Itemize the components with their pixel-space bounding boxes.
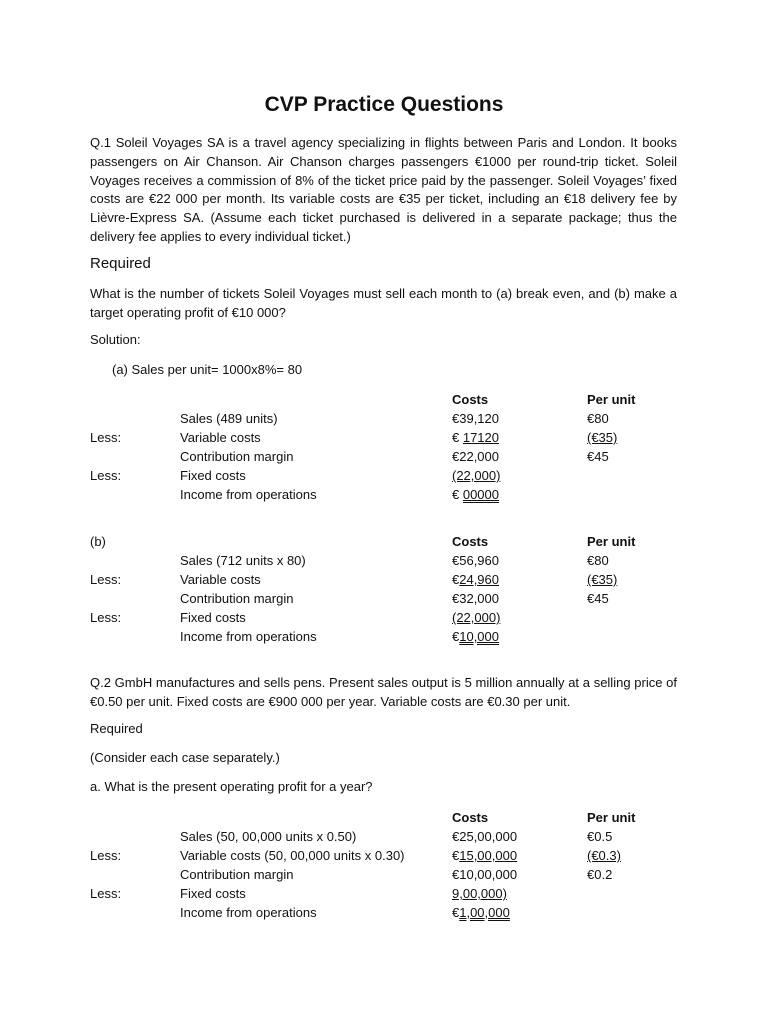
row-prefix: Less: [90,886,122,901]
costs-column-header: Costs [452,810,489,825]
row-description: Variable costs [180,572,261,587]
row-cost [452,865,517,884]
table-row [0,409,768,428]
row-description: Sales (489 units) [180,411,278,426]
q2-question-a: a. What is the present operating profit for a year? [90,779,373,794]
costs-column-header: Costs [452,534,489,549]
per-unit-column-header: Per unit [587,534,636,549]
table-row [0,551,768,570]
currency-prefix: € [452,905,460,920]
q1-required-heading: Required [90,255,151,272]
q1-paragraph: Q.1 Soleil Voyages SA is a travel agency specializing in flights between Paris and London. It books passengers on Air Chanson. Air Chanson charges passengers €1000 per round-trip ticket. Soleil Voyages receives a commission of 8% of the ticket price paid by the passenger. Soleil Voyages’ fixed costs are €22 000 per month. Its variable costs are €35 per ticket, including an €18 delivery fee by Lièvre-Express SA. (Assume each ticket purchased is delivered in a separate package; thus the delivery fee applies to every individual ticket.) [90,135,677,244]
row-per-unit: €80 [587,411,609,426]
table-row [0,865,768,884]
row-cost [452,409,499,428]
table-a-header [0,390,768,409]
row-prefix: Less: [90,468,122,483]
row-description: Variable costs [180,430,261,445]
table-row [0,570,768,589]
per-unit-column-header: Per unit [587,392,636,407]
row-prefix: Less: [90,430,122,445]
cost-value: 1,00,000 [459,905,510,920]
row-cost [452,551,499,570]
row-prefix: Less: [90,572,122,587]
cost-value: (22,000) [452,610,501,625]
row-per-unit: €0.5 [587,829,613,844]
table-row [0,485,768,504]
row-cost [452,485,499,504]
cost-value: 15,00,000 [459,848,518,863]
cost-value: 9,00,000) [452,886,507,901]
row-description: Fixed costs [180,886,246,901]
row-description: Contribution margin [180,867,294,882]
cost-value: 10,000 [459,629,499,644]
row-per-unit: €45 [587,449,609,464]
row-description: Contribution margin [180,449,294,464]
cost-value: 00000 [462,487,499,502]
row-cost [452,846,517,865]
row-cost [452,428,499,447]
sales-per-unit-line: (a) Sales per unit= 1000x8%= 80 [112,362,303,377]
row-cost [452,627,499,646]
table-row [0,627,768,646]
page-title: CVP Practice Questions [264,93,504,116]
cost-value: (22,000) [452,468,501,483]
row-cost [452,903,510,922]
row-per-unit: (€35) [587,430,618,445]
row-per-unit: (€0.3) [587,848,621,863]
currency-prefix: € [452,572,460,587]
row-cost [452,447,499,466]
table-row [0,846,768,865]
row-cost [452,466,500,485]
currency-prefix: € [452,848,460,863]
row-description: Fixed costs [180,468,246,483]
row-description: Income from operations [180,905,317,920]
q2-paragraph: Q.2 GmbH manufactures and sells pens. Present sales output is 5 million annually at a selling price of €0.50 per unit. Fixed costs are €900 000 per year. Variable costs are €0.30 per unit. [90,675,677,709]
row-description: Sales (50, 00,000 units x 0.50) [180,829,357,844]
cost-value: €10,00,000 [452,867,518,882]
row-cost [452,827,517,846]
row-cost [452,884,507,903]
table-row [0,903,768,922]
table-row [0,428,768,447]
currency-prefix: € [452,430,463,445]
table-row [0,466,768,485]
table-q2-header [0,808,768,827]
q1-question: What is the number of tickets Soleil Voyages must sell each month to (a) break even, and (b) make a target operating profit of €10 000? [90,286,677,320]
row-cost [452,589,499,608]
row-description: Fixed costs [180,610,246,625]
row-cost [452,570,499,589]
cost-value: €25,00,000 [452,829,518,844]
cost-value: €22,000 [452,449,499,464]
cost-value: 17120 [462,430,499,445]
table-row [0,884,768,903]
table-b-header [0,532,768,551]
table-row [0,827,768,846]
row-description: Contribution margin [180,591,294,606]
cost-value: 24,960 [459,572,499,587]
costs-column-header: Costs [452,392,489,407]
cost-value: €39,120 [452,411,499,426]
row-description: Variable costs (50, 00,000 units x 0.30) [180,848,405,863]
table-row [0,447,768,466]
currency-prefix: € [452,487,463,502]
row-description: Income from operations [180,487,317,502]
currency-prefix: € [452,629,460,644]
table-row [0,589,768,608]
row-cost [452,608,500,627]
row-per-unit: €0.2 [587,867,613,882]
cost-value: €56,960 [452,553,499,568]
row-description: Income from operations [180,629,317,644]
part-b-label: (b) [90,534,106,549]
row-per-unit: €45 [587,591,609,606]
q2-note: (Consider each case separately.) [90,750,280,765]
table-row [0,608,768,627]
row-prefix: Less: [90,848,122,863]
row-prefix: Less: [90,610,122,625]
row-description: Sales (712 units x 80) [180,553,306,568]
per-unit-column-header: Per unit [587,810,636,825]
q2-required-heading: Required [90,721,143,736]
row-per-unit: (€35) [587,572,618,587]
solution-label: Solution: [90,332,141,347]
cost-value: €32,000 [452,591,499,606]
row-per-unit: €80 [587,553,609,568]
